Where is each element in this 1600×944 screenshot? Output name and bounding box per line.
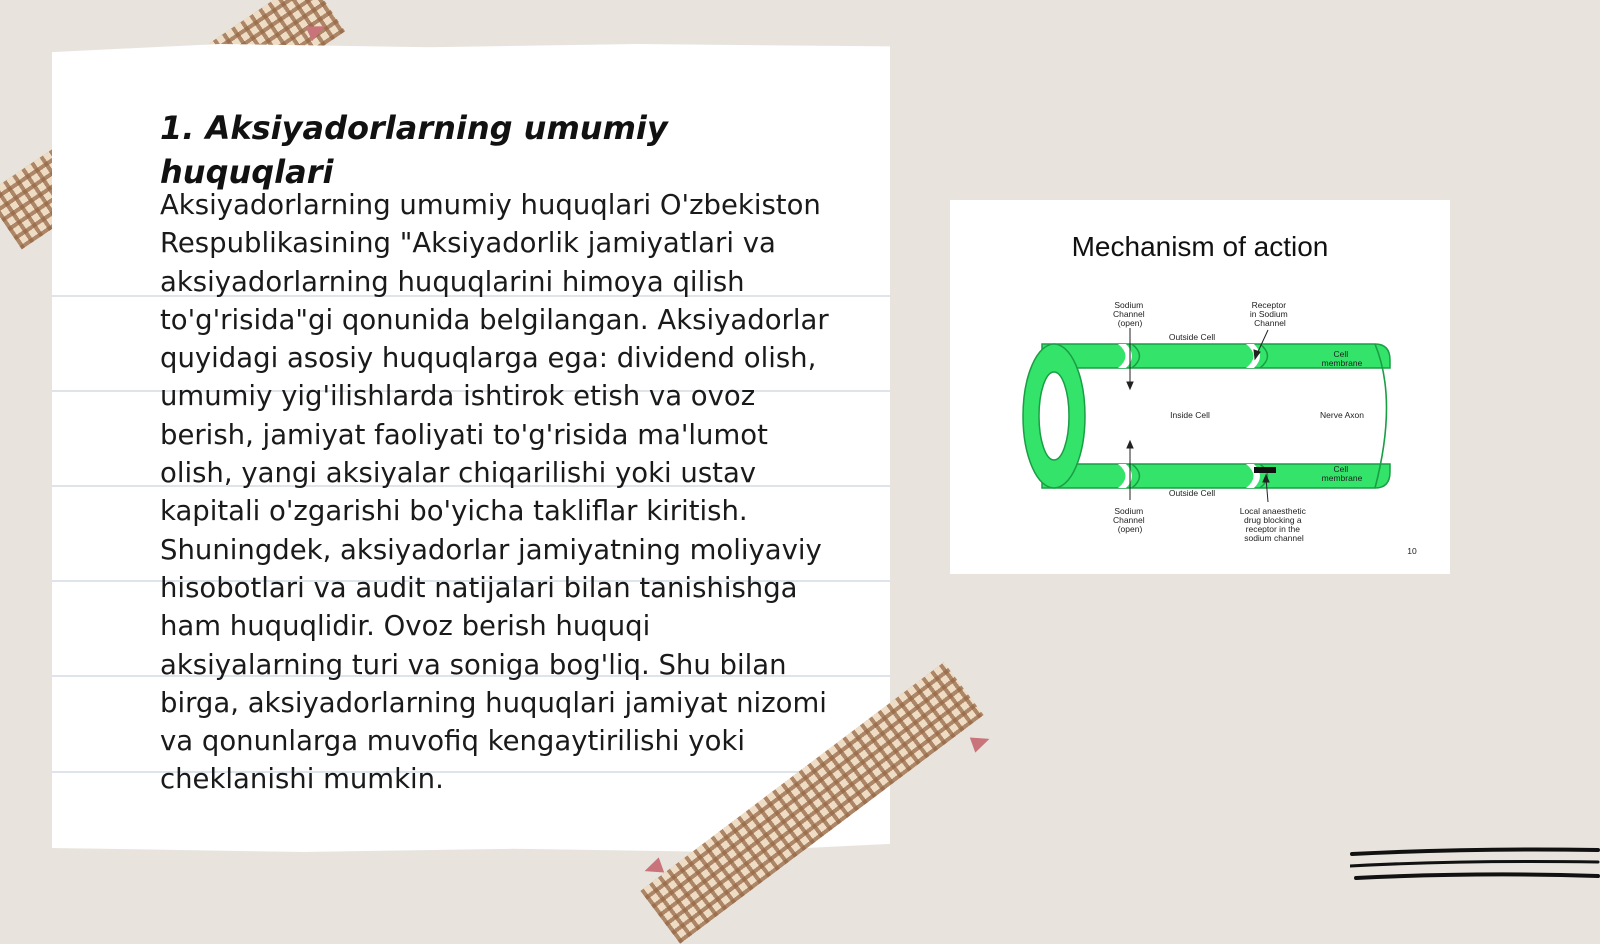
label-outside-cell-top: Outside Cell bbox=[1168, 332, 1216, 342]
decorative-strokes bbox=[1350, 846, 1600, 896]
diagram-page-number: 10 bbox=[1407, 546, 1417, 556]
label-cell-membrane-top: Cell membrane bbox=[1321, 349, 1363, 368]
label-sodium-channel-top: Sodium Channel (open) bbox=[1112, 300, 1145, 328]
label-outside-cell-bottom: Outside Cell bbox=[1168, 488, 1216, 498]
mechanism-diagram-card bbox=[950, 200, 1450, 574]
label-sodium-channel-bottom: Sodium Channel (open) bbox=[1112, 506, 1145, 534]
diagram-title: Mechanism of action bbox=[1071, 231, 1329, 262]
slide-title: 1. Aksiyadorlarning umumiy huquqlari bbox=[160, 109, 668, 191]
mechanism-diagram bbox=[950, 200, 1450, 574]
drug-block-marker bbox=[1254, 467, 1276, 473]
slide-body-text: Aksiyadorlarning umumiy huquqlari O'zbekiston Respublikasining "Aksiyadorlik jamiyatlari va aksiyadorlarning huquqlarini himoya qilish to'g'risida"gi qonunida belgilangan. Aksiyadorlar quyidagi asosiy huquqlarga ega: dividend olish, umumiy yig'ilishlarda ishtirok etish va ovoz berish, jamiyat faoliyati to'g'risida ma'lumot olish, yangi aksiyalar chiqarilishi yoki ustav kapitali o'zgarishi bo'yicha takliflar kiritish. Shuningdek, aksiyadorlar jamiyatning moliyaviy hisobotlari va audit natijalari bilan tanishishga ham huquqlidir. Ovoz berish huquqi aksiyalarning turi va soniga bog'liq. Shu bilan birga, aksiyadorlarning huquqlari jamiyat nizomi va qonunlarga muvofiq kengaytirilishi yoki cheklanishi mumkin. bbox=[160, 189, 829, 796]
tape-tab-bottom-right bbox=[970, 731, 992, 752]
label-cell-membrane-bottom: Cell membrane bbox=[1321, 464, 1363, 483]
axon-ring-hole bbox=[1039, 372, 1069, 460]
label-receptor: Receptor in Sodium Channel bbox=[1249, 300, 1288, 328]
label-inside-cell: Inside Cell bbox=[1170, 410, 1210, 420]
label-local-anaesthetic: Local anaesthetic drug blocking a receptor in the sodium channel bbox=[1239, 506, 1306, 543]
label-nerve-axon: Nerve Axon bbox=[1320, 410, 1364, 420]
